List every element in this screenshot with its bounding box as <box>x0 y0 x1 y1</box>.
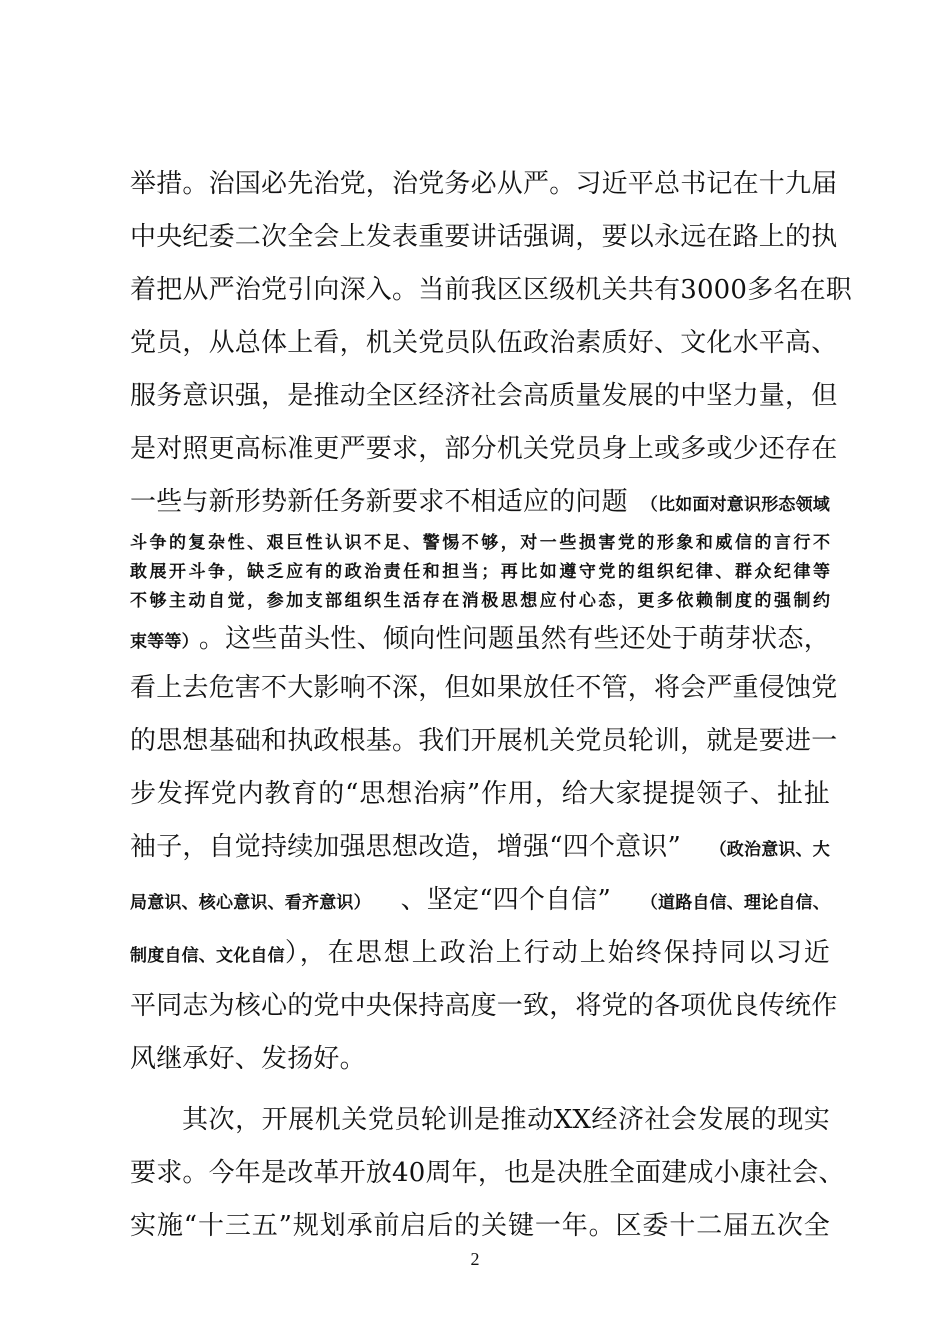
text-line-6: 是对照更高标准更严要求，部分机关党员身上或多或少还存在 <box>130 434 838 464</box>
paragraph-2-line-1: 其次，开展机关党员轮训是推动XX经济社会发展的现实 <box>182 1105 830 1135</box>
annotation-line-1: 斗争的复杂性、艰巨性认识不足、警惕不够，对一些损害党的形象和威信的言行不 <box>130 533 830 553</box>
text-line-15-main: 袖子，自觉持续加强思想改造，增强“四个意识” <box>130 832 681 862</box>
paragraph-2-line-3: 实施“十三五”规划承前启后的关键一年。区委十二届五次全 <box>130 1211 830 1241</box>
text-line-2: 中央纪委二次全会上发表重要讲话强调，要以永远在路上的执 <box>130 222 838 252</box>
text-line-16-main: 、坚定“四个自信” <box>400 885 611 915</box>
four-confidences-note-start: （道路自信、理论自信、 <box>640 893 830 913</box>
text-line-14: 步发挥党内教育的“思想治病”作用，给大家提提领子、扯扯 <box>130 779 830 809</box>
text-line-17-main: ），在思想上政治上行动上始终保持同以习近 <box>284 938 830 968</box>
text-line-7 <box>130 476 830 529</box>
body-text <box>130 158 852 1253</box>
text-line-1: 举措。治国必先治党，治党务必从严。习近平总书记在十九届 <box>130 169 838 199</box>
four-consciousness-note-end: 局意识、核心意识、看齐意识） <box>130 893 371 913</box>
four-confidences-note-end: 制度自信、文化自信 <box>130 946 285 966</box>
text-line-13: 的思想基础和执政根基。我们开展机关党员轮训，就是要进一 <box>130 726 838 756</box>
text-line-19: 风继承好、发扬好。 <box>130 1044 366 1074</box>
paragraph-2-line-2: 要求。今年是改革开放40周年，也是决胜全面建成小康社会、 <box>130 1158 845 1188</box>
text-line-17 <box>130 927 830 980</box>
text-line-16 <box>130 874 830 927</box>
annotation-close: 束等等） <box>130 632 199 652</box>
text-line-5: 服务意识强，是推动全区经济社会高质量发展的中坚力量，但 <box>130 381 838 411</box>
page-number: 2 <box>470 1249 480 1269</box>
four-consciousness-note-start: （政治意识、大 <box>709 840 830 860</box>
annotation-open: （比如面对意识形态领域 <box>640 495 830 515</box>
text-line-11 <box>130 616 830 662</box>
text-line-7-main: 一些与新形势新任务新要求不相适应的问题 <box>130 487 628 517</box>
text-line-4: 党员，从总体上看，机关党员队伍政治素质好、文化水平高、 <box>130 328 838 358</box>
annotation-line-3: 不够主动自觉，参加支部组织生活存在消极思想应付心态，更多依赖制度的强制约 <box>130 591 830 611</box>
text-line-18: 平同志为核心的党中央保持高度一致，将党的各项优良传统作 <box>130 991 838 1021</box>
text-line-12: 看上去危害不大影响不深，但如果放任不管，将会严重侵蚀党 <box>130 673 838 703</box>
text-line-3: 着把从严治党引向深入。当前我区区级机关共有3000多名在职 <box>130 275 852 305</box>
annotation-line-2: 敢展开斗争，缺乏应有的政治责任和担当；再比如遵守党的组织纪律、群众纪律等 <box>130 562 830 582</box>
text-line-15 <box>130 821 830 874</box>
paragraph-gap <box>130 1086 830 1094</box>
text-line-11-main: 。这些苗头性、倾向性问题虽然有些还处于萌芽状态， <box>198 624 830 654</box>
